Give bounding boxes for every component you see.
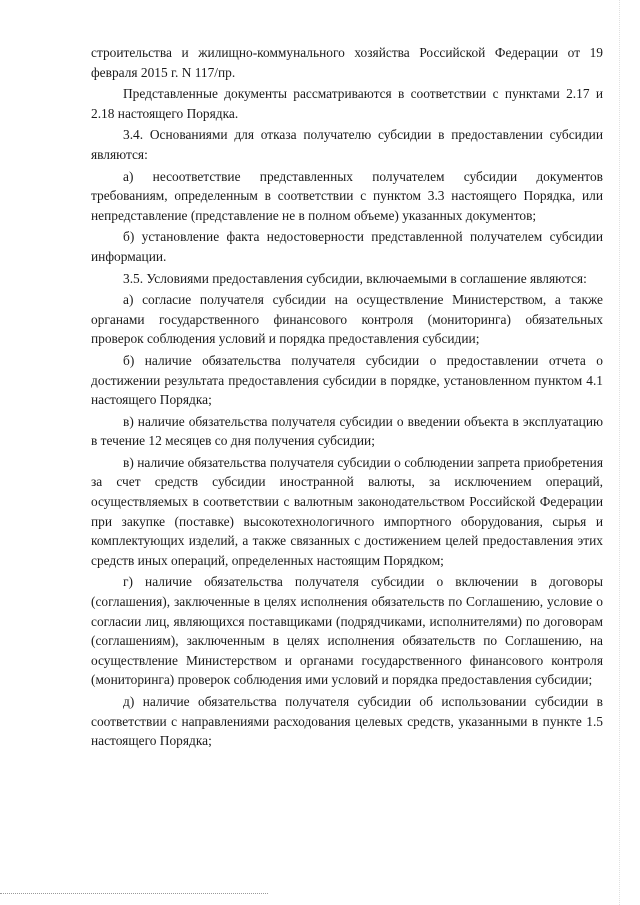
paragraph-3-5-b: б) наличие обязательства получателя субсидии о предоставлении отчета о достижении результата предоставления субсидии в порядке, установленном пунктом 4.1 настоящего Порядка; (91, 352, 603, 408)
footer-divider (0, 893, 268, 894)
paragraph-continuation: строительства и жилищно-коммунального хозяйства Российской Федерации от 19 февраля 2015 г. N 117/пр. (91, 45, 603, 80)
paragraph-3-4-a: а) несоответствие представленных получателем субсидии документов требованиям, определенным в соответствии с пунктом 3.3 настоящего Порядка, или непредставление (представление не в полном объеме) указанных документов; (91, 168, 603, 223)
paragraph-3-5-v1: в) наличие обязательства получателя субсидии о введении объекта в эксплуатацию в течение 12 месяцев со дня получения субсидии; (91, 413, 603, 449)
paragraph-3-5-v2: в) наличие обязательства получателя субсидии о соблюдении запрета приобретения за счет средств субсидии иностранной валюты, за исключением операций, осуществляемых в соответствии с валютным законодательством Российской Федерации при закупке (поставке) высокотехнологичного импортного оборудования, сырья и комплектующих изделий, а также связанных с достижением целей предоставления этих средств иных операций, определенных настоящим Порядком; (91, 454, 603, 568)
paragraph-3-5-heading: 3.5. Условиями предоставления субсидии, включаемыми в соглашение являются: (123, 270, 587, 286)
paragraph-documents-review: Представленные документы рассматриваются в соответствии с пунктами 2.17 и 2.18 настоящего Порядка. (91, 86, 603, 121)
paragraph-3-5-d: д) наличие обязательства получателя субсидии об использовании субсидии в соответствии с направлениями расходования целевых средств, указанными в пункте 1.5 настоящего Порядка; (91, 694, 603, 749)
paragraph-3-5-a: а) согласие получателя субсидии на осуществление Министерством, а также органами государственного финансового контроля (мониторинга) обязательных проверок соблюдения условий и порядка предоставления субсидии; (91, 292, 603, 347)
paragraph-3-4-b: б) установление факта недостоверности представленной получателем субсидии информации. (91, 229, 603, 264)
document-page (91, 43, 603, 753)
paragraph-3-5-g: г) наличие обязательства получателя субсидии о включении в договоры (соглашения), заключенные в целях исполнения обязательств по Соглашению, условие о согласии лиц, являющихся поставщиками (подрядчиками, исполнителями) по договорам (соглашениям), заключенным в целях исполнения обязательств по Соглашению, на осуществление Министерством и органами государственного финансового контроля (мониторинга) проверок соблюдения ими условий и порядка предоставления субсидии; (91, 574, 603, 688)
scan-edge-marks (619, 0, 640, 905)
paragraph-3-4-heading: 3.4. Основаниями для отказа получателю субсидии в предоставлении субсидии являются: (91, 127, 603, 162)
